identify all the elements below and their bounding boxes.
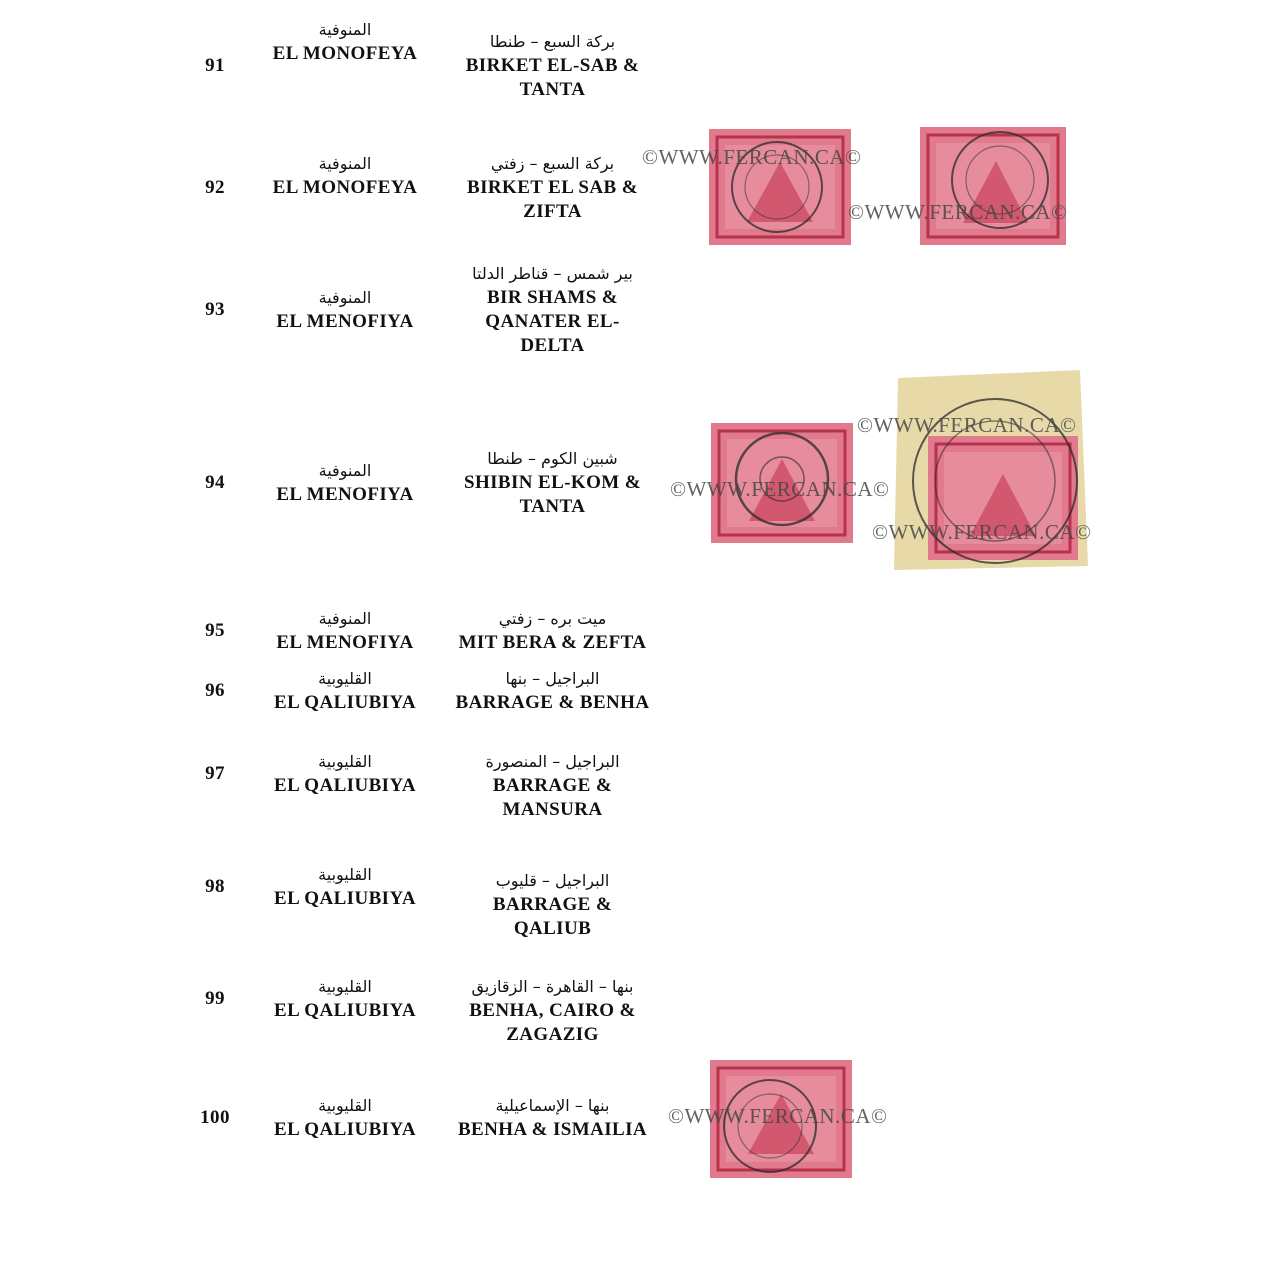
governorate <box>255 667 435 715</box>
governorate <box>255 607 435 655</box>
route-english: BIRKET EL SAB & ZIFTA <box>467 177 638 222</box>
governorate-english: EL MENOFIYA <box>276 484 414 505</box>
route-arabic: بركة السبع – طنطا <box>489 32 616 51</box>
watermark-text: ©WWW.FERCAN.CA© <box>857 413 1077 437</box>
governorate-english: EL QALIUBIYA <box>274 888 416 909</box>
governorate <box>255 975 435 1023</box>
route-english: BARRAGE & QALIUB <box>492 894 613 939</box>
entry-number: 98 <box>205 876 225 897</box>
governorate-arabic: القليوبية <box>318 977 372 996</box>
governorate-arabic: القليوبية <box>318 669 372 688</box>
governorate-arabic: القليوبية <box>318 752 372 771</box>
route <box>440 869 665 941</box>
governorate <box>255 18 435 66</box>
governorate-english: EL QALIUBIYA <box>274 692 416 713</box>
governorate-arabic: القليوبية <box>318 865 372 884</box>
governorate <box>255 459 435 507</box>
watermark-text: ©WWW.FERCAN.CA© <box>668 1104 888 1128</box>
entry-number: 93 <box>205 299 225 320</box>
governorate-english: EL MENOFIYA <box>276 311 414 332</box>
route <box>440 667 665 715</box>
watermark-text: ©WWW.FERCAN.CA© <box>872 520 1092 544</box>
route-arabic: بير شمس – قناطر الدلتا <box>472 264 633 283</box>
route-english: MIT BERA & ZEFTA <box>458 632 647 653</box>
governorate-arabic: المنوفية <box>318 20 372 39</box>
route-english: SHIBIN EL-KOM & TANTA <box>463 472 642 517</box>
stamp-image <box>918 125 1068 247</box>
route <box>440 447 665 519</box>
entry-number: 92 <box>205 177 225 198</box>
governorate-english: EL QALIUBIYA <box>274 1000 416 1021</box>
governorate-english: EL QALIUBIYA <box>274 1119 416 1140</box>
route-english: BIRKET EL-SAB & TANTA <box>465 55 640 100</box>
route-english: BARRAGE & BENHA <box>455 692 650 713</box>
watermark-text: ©WWW.FERCAN.CA© <box>642 145 862 169</box>
governorate <box>255 863 435 911</box>
route-english: BARRAGE & MANSURA <box>492 775 613 820</box>
governorate-english: EL MONOFEYA <box>272 43 418 64</box>
watermark-text: ©WWW.FERCAN.CA© <box>848 200 1068 224</box>
governorate-arabic: المنوفية <box>318 609 372 628</box>
route <box>440 750 665 822</box>
entry-number: 99 <box>205 988 225 1009</box>
watermark-text: ©WWW.FERCAN.CA© <box>670 477 890 501</box>
route-english: BENHA, CAIRO & ZAGAZIG <box>469 1000 636 1045</box>
route <box>440 1094 665 1142</box>
governorate-english: EL QALIUBIYA <box>274 775 416 796</box>
route-arabic: ميت بره – زفتي <box>498 609 607 628</box>
route-arabic: شبين الكوم – طنطا <box>487 449 618 468</box>
route <box>440 152 665 224</box>
entry-number: 97 <box>205 763 225 784</box>
governorate-english: EL MONOFEYA <box>272 177 418 198</box>
entry-number: 94 <box>205 472 225 493</box>
governorate-arabic: المنوفية <box>318 154 372 173</box>
route-arabic: بنها – القاهرة – الزقازيق <box>471 977 634 996</box>
route-arabic: البراجيل – قليوب <box>495 871 610 890</box>
governorate-arabic: المنوفية <box>318 288 372 307</box>
governorate-arabic: المنوفية <box>318 461 372 480</box>
governorate <box>255 750 435 798</box>
route-arabic: بنها – الإسماعيلية <box>495 1096 610 1115</box>
governorate <box>255 286 435 334</box>
route <box>440 607 665 655</box>
governorate-english: EL MENOFIYA <box>276 632 414 653</box>
entry-number: 91 <box>205 55 225 76</box>
governorate-arabic: القليوبية <box>318 1096 372 1115</box>
entry-number: 95 <box>205 620 225 641</box>
route <box>440 975 665 1047</box>
route-arabic: بركة السبع – زفتي <box>490 154 615 173</box>
entry-number: 96 <box>205 680 225 701</box>
route <box>440 30 665 102</box>
route <box>440 262 665 358</box>
route-arabic: البراجيل – بنها <box>505 669 600 688</box>
route-english: BENHA & ISMAILIA <box>457 1119 648 1140</box>
governorate <box>255 1094 435 1142</box>
route-english: BIR SHAMS & QANATER EL-DELTA <box>485 287 620 356</box>
entry-number: 100 <box>200 1107 230 1128</box>
route-arabic: البراجيل – المنصورة <box>485 752 620 771</box>
governorate <box>255 152 435 200</box>
